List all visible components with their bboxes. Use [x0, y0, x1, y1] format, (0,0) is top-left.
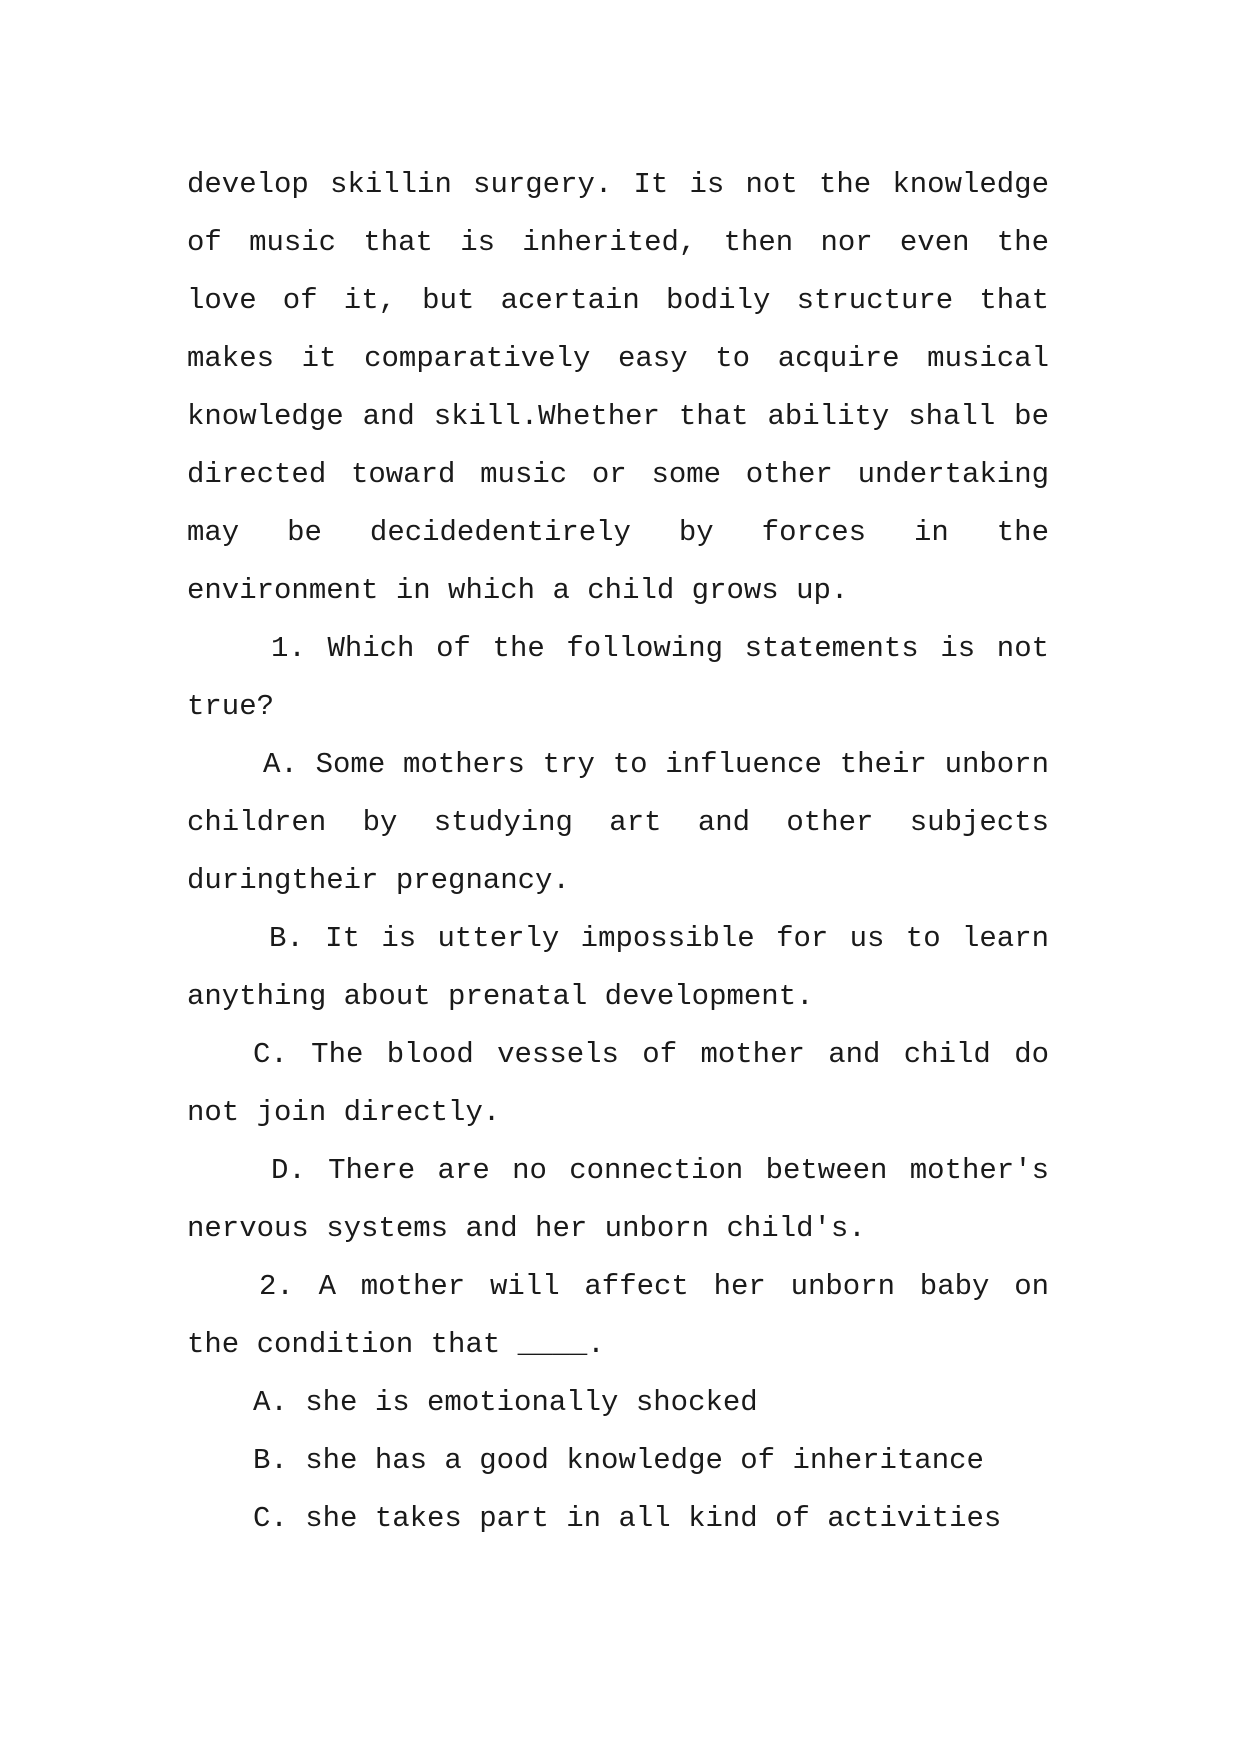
document-body [187, 156, 1049, 1548]
question-2-option-c: C. she takes part in all kind of activities [253, 1502, 1002, 1535]
question-1-stem: 1. Which of the following statements is not true? [187, 632, 1049, 723]
question-1-option-b: B. It is utterly impossible for us to learn anything about prenatal development. [187, 922, 1049, 1013]
question-2-stem: 2. A mother will affect her unborn baby on the condition that ____. [187, 1270, 1049, 1361]
question-1-option-a: A. Some mothers try to influence their unborn children by studying art and other subjects duringtheir pregnancy. [187, 748, 1049, 897]
question-2-option-b: B. she has a good knowledge of inheritance [253, 1444, 984, 1477]
question-1-option-c: C. The blood vessels of mother and child do not join directly. [187, 1038, 1049, 1129]
question-1-option-d: D. There are no connection between mother's nervous systems and her unborn child's. [187, 1154, 1049, 1245]
question-2-option-a: A. she is emotionally shocked [253, 1386, 758, 1419]
passage-paragraph: develop skillin surgery. It is not the knowledge of music that is inherited, then nor even the love of it, but acertain bodily structure that makes it comparatively easy to acquire musical knowledge and skill.Whether that ability shall be directed toward music or some other undertaking may be decidedentirely by forces in the environment in which a child grows up. [187, 168, 1049, 607]
